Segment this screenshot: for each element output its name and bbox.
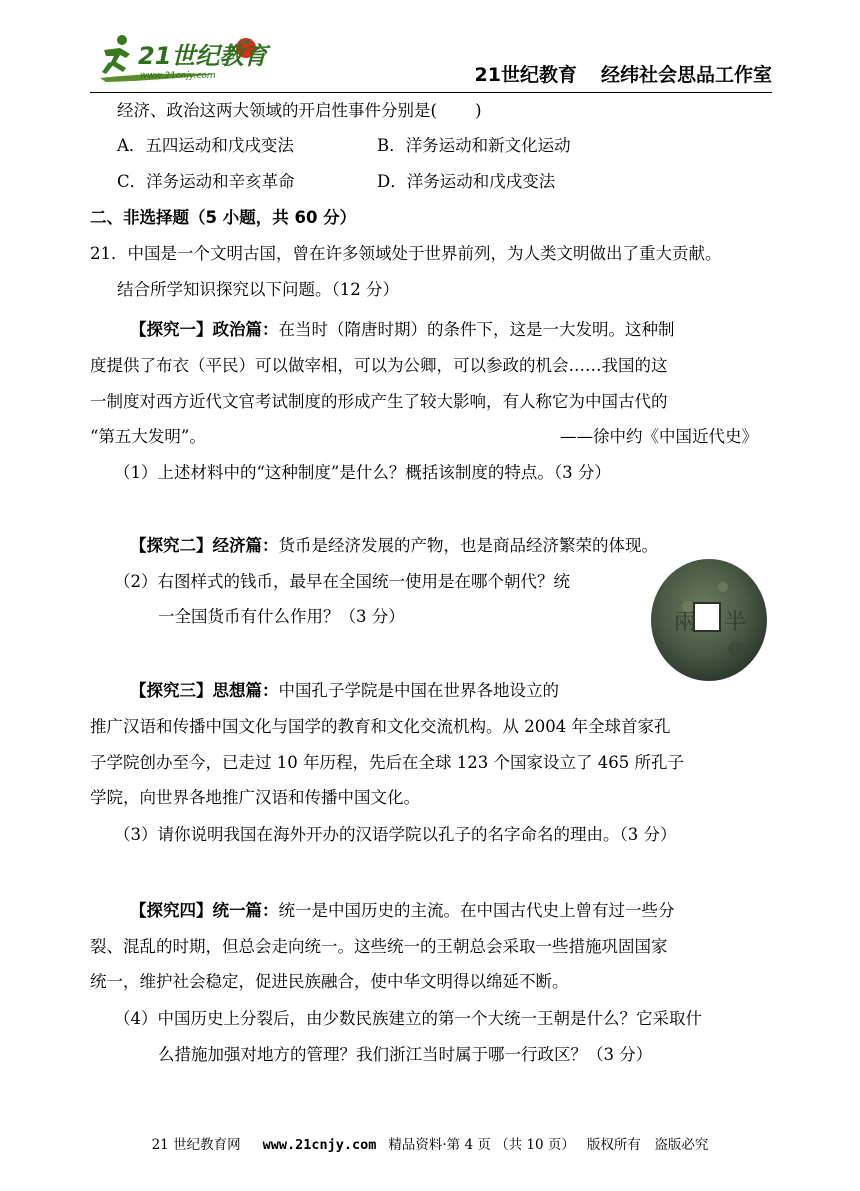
explore1-line3: 一制度对西方近代文官考试制度的形成产生了较大影响，有人称它为中国古代的 [90,392,668,411]
section-heading: 二、非选择题（5 小题，共 60 分） [90,208,357,227]
question-3: （3）请你说明我国在海外开办的汉语学院以孔子的名字命名的理由。（3 分） [114,825,677,844]
explore3-line4: 学院，向世界各地推广汉语和传播中国文化。 [90,788,420,807]
question-1: （1）上述材料中的“这种制度”是什么？概括该制度的特点。（3 分） [114,463,611,482]
page-footer [0,1133,860,1153]
explore1-line1 [130,322,675,339]
explore4-line1 [130,903,675,920]
footer-left: 21 世纪教育网 [151,1137,241,1153]
footer-page-info: 精品资料·第 4 页 （共 10 页） [388,1137,575,1153]
q20-option-b: B．洋务运动和新文化运动 [377,136,571,155]
question-4-line1: （4）中国历史上分裂后，由少数民族建立的第一个大统一王朝是什么？它采取什 [114,1009,702,1028]
header-studio: 经纬社会思品工作室 [600,64,772,86]
explore4-line3: 统一，维护社会稳定，促进民族融合，使中华文明得以绵延不断。 [90,972,569,991]
site-logo [96,28,286,84]
explore4-label: 【探究四】统一篇： [130,901,279,920]
explore2-line [130,538,658,555]
question-2-line2: 一全国货币有什么作用？（3 分） [158,607,405,626]
explore4-line2: 裂、混乱的时期，但总会走向统一。这些统一的王朝总会采取一些措施巩固国家 [90,937,668,956]
q21-line1: 21．中国是一个文明古国，曾在许多领域处于世界前列，为人类文明做出了重大贡献。 [90,244,722,263]
header-title [475,60,772,87]
footer-site-link[interactable]: www.21cnjy.com [262,1137,377,1153]
question-2-line1: （2）右图样式的钱币，最早在全国统一使用是在哪个朝代？统 [114,572,570,591]
q21-line2: 结合所学知识探究以下问题。（12 分） [117,280,399,299]
explore1-line2: 度提供了布衣（平民）可以做宰相，可以为公卿，可以参政的机会……我国的这 [90,356,668,375]
footer-copyright: 版权所有 盗版必究 [586,1137,709,1153]
q20-option-d: D．洋务运动和戊戌变法 [377,172,556,191]
q20-stem-tail: 经济、政治这两大领域的开启性事件分别是( ) [117,101,482,120]
explore2-label: 【探究二】经济篇： [130,536,279,555]
header-rule [90,92,772,93]
question-4-line2: 么措施加强对地方的管理？我们浙江当时属于哪一行政区？（3 分） [158,1045,653,1064]
logo-text: 21世纪教育 [138,42,268,70]
explore3-label: 【探究三】思想篇： [130,681,279,700]
coin-glyph-right: 半 [724,610,747,635]
explore3-line1 [130,683,559,700]
logo-url: www.21cnjy.com [140,71,216,81]
ban-liang-coin-image [648,557,770,684]
coin-glyph-left: 兩 [674,610,697,635]
explore1-text1: 在当时（隋唐时期）的条件下，这是一大发明。这种制 [278,320,675,339]
explore4-text1: 统一是中国历史的主流。在中国古代史上曾有过一些分 [278,901,675,920]
explore3-line3: 子学院创办至今，已走过 10 年历程，先后在全球 123 个国家设立了 465 所孔子 [90,753,684,772]
explore2-text: 货币是经济发展的产物，也是商品经济繁荣的体现。 [278,536,658,555]
running-figure-icon [102,35,130,74]
q20-option-c: C．洋务运动和辛亥革命 [117,172,295,191]
explore3-line2: 推广汉语和传播中国文化与国学的教育和文化交流机构。从 2004 年全球首家孔 [90,717,671,736]
header-brand: 21世纪教育 [474,64,577,86]
explore3-text1: 中国孔子学院是中国在世界各地设立的 [278,681,559,700]
explore1-label: 【探究一】政治篇： [130,320,279,339]
explore1-line4: “第五大发明”。 [90,427,206,446]
q20-option-a: A．五四运动和戊戌变法 [117,136,294,155]
explore1-source: ——徐中约《中国近代史》 [560,427,758,446]
